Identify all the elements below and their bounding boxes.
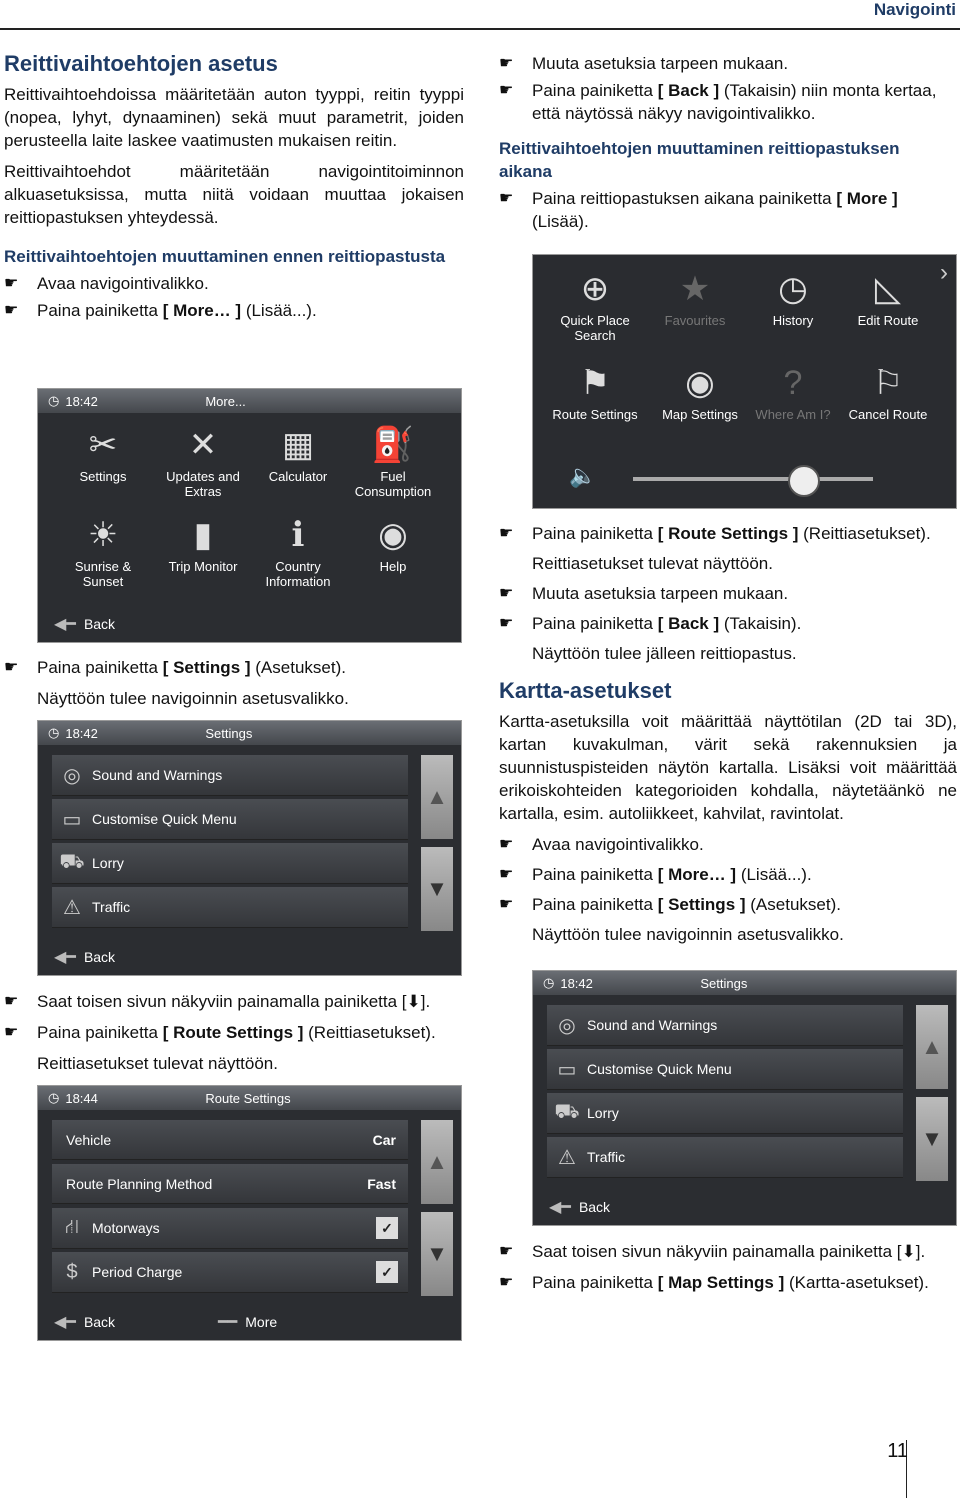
tile-trip-monitor[interactable]: ▮ Trip Monitor [153,515,253,574]
pointing-hand-icon: ☛ [4,659,19,676]
status-bar: ◷ 18:42 Settings [533,971,956,995]
arrow-left-icon: ◀━ [54,1314,76,1331]
pointing-hand-icon: ☛ [499,585,514,602]
motorway-icon: ⛙ [64,1215,80,1238]
scroll-up-button[interactable] [916,1005,948,1089]
tile-help[interactable]: ◉ Help [343,515,443,574]
settings-row[interactable]: ⛟ Lorry [52,843,408,884]
screen-more-menu [37,388,462,643]
screen-navigation-more [532,254,957,509]
volume-slider[interactable] [633,477,873,481]
intro-paragraph-2: Reittivaihtoehdot määritetään navigointitoiminnon alkuasetuksissa, mutta niitä voidaan muuttaa jokaisen reittiopastuksen yhteydessä. [4,162,464,227]
star-icon: ★ [679,270,711,308]
back-button[interactable]: ◀━ Back [549,1199,611,1216]
road-sign-icon: ⚑ [579,364,611,402]
tile-country-info[interactable]: ℹ Country Information [248,515,348,589]
route-row-motorways[interactable]: ⛙ Motorways ✓ [52,1208,408,1249]
arrow-down-icon: ▼ [426,1241,448,1266]
settings-row[interactable]: ◎ Sound and Warnings [547,1005,903,1046]
right-column-middle [499,522,957,946]
step-press-more: ☛ Paina painiketta [ More… ] (Lisää...). [499,865,812,884]
chevron-right-icon: › [940,259,948,286]
compass-search-icon: ⊕ [580,270,610,308]
pointing-hand-icon: ☛ [499,1274,514,1291]
scroll-up-button[interactable] [421,755,453,839]
pointing-hand-icon: ☛ [499,836,514,853]
lightbulb-icon: ◉ [378,516,408,554]
screen-settings-2 [532,970,957,1226]
scroll-down-button[interactable] [421,847,453,931]
toll-icon: $ [66,1260,78,1283]
step-press-back: ☛ Paina painiketta [ Back ] (Takaisin). [499,614,802,633]
arrow-left-icon: ◀━ [54,616,76,633]
step-change-settings: ☛ Muuta asetuksia tarpeen mukaan. [499,54,789,73]
step-change-settings: ☛ Muuta asetuksia tarpeen mukaan. [499,584,789,603]
left-step-route [4,990,474,1075]
route-row-vehicle[interactable]: Vehicle Car [52,1120,408,1160]
more-icon: ━━ [218,1314,238,1331]
step-press-settings: ☛ Paina painiketta [ Settings ] (Asetukset). [499,895,841,914]
step-press-back-repeat: ☛ Paina painiketta [ Back ] (Takaisin) niin monta kertaa, että näytössä näkyy navigointivalikko. [499,81,937,123]
section-header: Navigointi [873,0,956,19]
pointing-hand-icon: ☛ [499,82,514,99]
quick-menu-icon: ▭ [557,1058,577,1081]
more-button[interactable]: ━━ More [218,1314,278,1331]
scroll-up-button[interactable] [421,1120,453,1204]
pointing-hand-icon: ☛ [499,866,514,883]
volume-slider-knob[interactable] [788,465,820,497]
arrow-up-icon: ▲ [921,1034,943,1059]
tile-updates[interactable]: ✕ Updates and Extras [153,425,253,499]
pointing-hand-icon: ☛ [499,1243,514,1260]
step-settings-note: Näyttöön tulee navigoinnin asetusvalikko. [532,925,844,944]
lorry-icon: ⛟ [554,1100,580,1123]
fuel-can-icon: ⛽ [371,426,415,464]
tile-favourites[interactable]: ★ Favourites [645,269,745,328]
screen-route-settings [37,1085,462,1341]
tile-quick-place-search[interactable]: ⊕ Quick Place Search [545,269,645,343]
settings-row[interactable]: ▭ Customise Quick Menu [52,799,408,840]
bar-chart-icon: ▮ [193,516,213,554]
arrow-up-icon: ▲ [426,1149,448,1174]
step-next-page: ☛ Saat toisen sivun näkyviin painamalla painiketta [⬇]. [4,992,431,1011]
right-column-bottom [499,1240,957,1294]
antenna-icon: ✕ [188,426,218,464]
back-button[interactable]: ◀━ Back [54,1314,116,1331]
speaker-icon: ◎ [63,764,81,787]
calculator-icon: ▦ [281,426,315,464]
sun-clock-icon: ☀ [87,516,119,554]
pointing-hand-icon: ☛ [4,993,19,1010]
header-divider [0,28,960,30]
step-press-route-settings: ☛ Paina painiketta [ Route Settings ] (Reittiasetukset). [4,1023,436,1042]
pointing-hand-icon: ☛ [499,896,514,913]
step-open-menu: ☛ Avaa navigointivalikko. [4,274,209,293]
step-press-map-settings: ☛ Paina painiketta [ Map Settings ] (Kartta-asetukset). [499,1273,929,1292]
settings-row[interactable]: ▭ Customise Quick Menu [547,1049,903,1090]
pointing-hand-icon: ☛ [4,302,19,319]
arrow-up-icon: ▲ [426,784,448,809]
status-bar: ◷ 18:42 More... [38,389,461,413]
settings-row[interactable]: ⚠ Traffic [52,887,408,928]
arrow-down-icon: ▼ [921,1126,943,1151]
step-press-settings: ☛ Paina painiketta [ Settings ] (Asetukset). [4,658,346,677]
tile-calculator[interactable]: ▦ Calculator [248,425,348,484]
clock-icon: ◷ [48,1090,60,1105]
pointing-hand-icon: ☛ [499,190,514,207]
pointing-hand-icon: ☛ [499,525,514,542]
tile-history[interactable]: ◷ History [743,269,843,328]
tile-edit-route[interactable]: ◺ Edit Route [838,269,938,328]
set-square-icon: ◺ [874,270,902,308]
right-column-top [499,52,957,233]
section-title: Reittivaihtoehtojen asetus [4,51,278,76]
clock-icon: ◷ [543,975,555,990]
checkered-flag-icon: ⚐ [872,364,904,402]
section-title-map: Kartta-asetukset [499,678,672,703]
map-settings-paragraph: Kartta-asetuksilla voit määrittää näyttötilan (2D tai 3D), kartan kuvakulman, värit sekä rakennuksien ja suunnistuspisteiden näytön kartalla. Lisäksi voit määrittää erikoiskohteiden kategorioiden kohdalla, näytetäänkö ne kartalla, esim. autoliikkeet, kahvilat, ravintolat. [499,712,957,823]
info-icon: ℹ [291,516,305,554]
settings-row[interactable]: ◎ Sound and Warnings [52,755,408,796]
speaker-icon: ◎ [558,1014,576,1037]
clock-icon: ◷ [48,725,60,740]
clock-icon: ◷ [48,393,60,408]
arrow-left-icon: ◀━ [549,1199,571,1216]
left-column-top [4,52,464,322]
lorry-icon: ⛟ [59,850,85,873]
back-button[interactable]: ◀━ Back [54,949,116,966]
settings-row[interactable]: ⚠ Traffic [547,1137,903,1178]
step-press-route-settings: ☛ Paina painiketta [ Route Settings ] (Reittiasetukset). [499,524,931,543]
step-route-note: Reittiasetukset tulevat näyttöön. [532,554,773,573]
tile-settings[interactable]: ✂ Settings [53,425,153,484]
tools-icon: ✂ [88,426,118,464]
subheading-before-guidance: Reittivaihtoehtojen muuttaminen ennen reittiopastusta [4,247,446,266]
pointing-hand-icon: ☛ [4,275,19,292]
checkbox[interactable]: ✓ [376,1217,398,1239]
tile-sunrise[interactable]: ☀ Sunrise & Sunset [53,515,153,589]
down-arrow-icon: ⬇ [901,1242,916,1261]
step-back-note: Näyttöön tulee jälleen reittiopastus. [532,644,797,663]
route-row-method[interactable]: Route Planning Method Fast [52,1164,408,1204]
checkbox[interactable]: ✓ [376,1261,398,1283]
step-press-more-during: ☛ Paina reittiopastuksen aikana painiketta [ More ] (Lisää). [499,189,898,231]
step-route-note: Reittiasetukset tulevat näyttöön. [37,1054,278,1073]
step-next-page: ☛ Saat toisen sivun näkyviin painamalla painiketta [⬇]. [499,1242,926,1261]
route-row-period-charge[interactable]: $ Period Charge ✓ [52,1252,408,1293]
back-button[interactable]: ◀━ Back [54,616,116,633]
tile-map-settings[interactable]: ◉ Map Settings [645,363,755,422]
traffic-warning-icon: ⚠ [63,896,81,919]
settings-row[interactable]: ⛟ Lorry [547,1093,903,1134]
tile-cancel-route[interactable]: ⚐ Cancel Route [838,363,938,422]
arrow-down-icon: ▼ [426,876,448,901]
tile-fuel[interactable]: ⛽ Fuel Consumption [343,425,443,499]
step-settings-note: Näyttöön tulee navigoinnin asetusvalikko. [37,689,349,708]
pointing-hand-icon: ☛ [4,1024,19,1041]
status-bar: ◷ 18:44 Route Settings [38,1086,461,1110]
scroll-down-button[interactable] [916,1097,948,1181]
map-eye-icon: ◉ [685,364,715,402]
screen-settings [37,720,462,976]
pointing-hand-icon: ☛ [499,55,514,72]
step-press-more: ☛ Paina painiketta [ More… ] (Lisää...). [4,301,317,320]
intro-paragraph-1: Reittivaihtoehdoissa määritetään auton tyyppi, reitin tyyppi (nopea, lyhyt, dynaaminen) sekä muut parametrit, joiden perusteella laite laskee vaatimusten mukaisen reitin. [4,85,464,150]
history-clock-icon: ◷ [778,270,808,308]
traffic-warning-icon: ⚠ [558,1146,576,1169]
speaker-icon: 🔈 [569,463,597,488]
quick-menu-icon: ▭ [62,808,82,831]
pointing-hand-icon: ☛ [499,615,514,632]
down-arrow-icon: ⬇ [406,992,421,1011]
tile-where-am-i[interactable]: ? Where Am I? [743,363,843,422]
subheading-during-guidance: Reittivaihtoehtojen muuttaminen reittiopastuksen aikana [499,139,900,181]
question-icon: ? [783,364,803,402]
scroll-down-button[interactable] [421,1212,453,1296]
left-step-settings [4,656,464,710]
page-number: 11 [887,1440,908,1462]
step-open-menu: ☛ Avaa navigointivalikko. [499,835,704,854]
tile-route-settings[interactable]: ⚑ Route Settings [545,363,645,422]
arrow-left-icon: ◀━ [54,949,76,966]
status-bar: ◷ 18:42 Settings [38,721,461,745]
